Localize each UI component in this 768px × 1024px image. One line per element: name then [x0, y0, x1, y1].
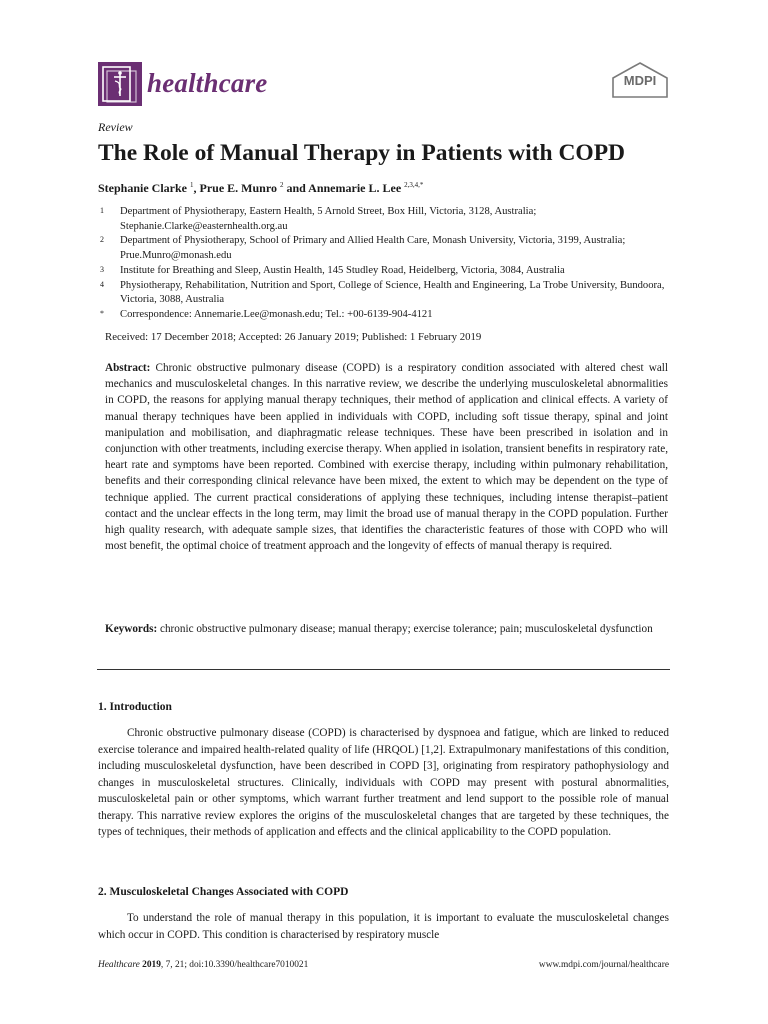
author-name: Stephanie Clarke	[98, 181, 188, 195]
affiliation-item	[98, 264, 670, 279]
publisher-name: MDPI	[623, 73, 657, 88]
abstract-text: Chronic obstructive pulmonary disease (COPD) is a respiratory condition associated with altered chest wall mechanics and musculoskeletal changes. In this narrative review, we describe the underlying musculoskeletal abnormalities in COPD, the reasons for applying manual therapy techniques, their method of application and clinical effects. A variety of manual therapy techniques have been applied in individuals with COPD, including soft tissue therapy, spinal and joint manipulation and mobilisation, and diaphragmatic release techniques. These have been prescribed in isolation and in conjunction with other treatments, including exercise therapy. When applied in isolation, transient benefits in respiratory rate, heart rate and symptoms have been reported. Combined with exercise therapy, including within pulmonary rehabilitation, benefits and their corresponding clinical relevance have been mixed, the extent to which may be dependent on the type of technique applied. The current practical considerations of applying these techniques, including intense therapist–patient contact and the unclear effects in the long term, may limit the broad use of manual therapy in the COPD population. Further high quality research, with adequate sample sizes, that identifies the characteristic features of those with COPD who will most benefit, the optimal choice of treatment approach and the longevity of effects of manual therapy is required.	[105, 362, 669, 553]
footer-url: www.mdpi.com/journal/healthcare	[538, 960, 669, 970]
abstract	[105, 360, 668, 554]
affiliation-item	[98, 205, 670, 234]
divider	[97, 669, 670, 670]
affiliation-item	[98, 279, 670, 308]
section-paragraph: Chronic obstructive pulmonary disease (COPD) is characterised by dyspnoea and fatigue, which are linked to reduced exercise tolerance and impaired health-related quality of life (HRQOL) [1,2]. Extrapulmonary manifestations of this condition, including musculoskeletal dysfunction, have been described in COPD [3], originating from respiratory pathophysiology and changes in musculoskeletal structures. Clinically, individuals with COPD may present with postural abnormalities, musculoskeletal pain or other symptoms, which warrant further treatment and lend support to the possible role of manual therapy. This narrative review explores the origins of the musculoskeletal changes that are targeted by these techniques, the types of techniques, their methods of application and effects and the clinical applicability to the COPD population.	[98, 727, 669, 838]
affiliation-marker: 3	[100, 264, 104, 274]
keywords-label: Keywords:	[105, 623, 158, 635]
author-name: Annemarie L. Lee	[308, 181, 402, 195]
affiliation-text: Institute for Breathing and Sleep, Austin Health, 145 Studley Road, Heidelberg, Victoria, 3084, Australia	[120, 264, 565, 276]
author-separator: and	[283, 181, 309, 195]
section-heading: 1. Introduction	[98, 701, 172, 713]
mdpi-logo-icon	[611, 62, 669, 98]
correspondence-text: Correspondence: Annemarie.Lee@monash.edu; Tel.: +00-6139-904-4121	[120, 308, 433, 320]
author-separator: ,	[193, 181, 200, 195]
footer-doi: , 7, 21; doi:10.3390/healthcare7010021	[160, 960, 309, 970]
healthcare-logo-icon	[98, 62, 142, 106]
author-name: Prue E. Munro	[199, 181, 277, 195]
footer-citation	[98, 960, 308, 970]
abstract-label: Abstract:	[105, 362, 151, 374]
author-affil-sup: 2,3,4,*	[404, 181, 424, 189]
author-affil-sup: 2	[279, 181, 284, 189]
affiliation-text: Physiotherapy, Rehabilitation, Nutrition and Sport, College of Science, Health and Engineering, La Trobe University, Bundoora, Victoria, 3088, Australia	[120, 279, 665, 306]
affiliation-marker: 4	[100, 279, 104, 289]
article-title: The Role of Manual Therapy in Patients with COPD	[98, 140, 626, 166]
affiliation-text: Department of Physiotherapy, Eastern Health, 5 Arnold Street, Box Hill, Victoria, 3128, Australia; Stephanie.Clarke@easternhealth.org.au	[120, 206, 537, 232]
footer-journal: Healthcare	[98, 960, 140, 970]
affiliation-text: Department of Physiotherapy, School of Primary and Allied Health Care, Monash University, Victoria, 3199, Australia; Prue.Munro@monash.edu	[120, 235, 626, 262]
section-heading: 2. Musculoskeletal Changes Associated with COPD	[98, 886, 349, 898]
author-affil-sup: 1	[190, 181, 194, 189]
keywords-text: chronic obstructive pulmonary disease; manual therapy; exercise tolerance; pain; musculoskeletal dysfunction	[160, 623, 653, 635]
affiliation-item	[98, 234, 670, 263]
author-list	[98, 181, 423, 196]
article-type: Review	[98, 120, 133, 134]
affiliation-marker: 2	[100, 235, 104, 245]
affiliation-marker: 1	[100, 206, 104, 215]
affiliations	[98, 205, 670, 323]
keywords	[105, 621, 668, 637]
section-paragraph: To understand the role of manual therapy in this population, it is important to evaluate the musculoskeletal changes which occur in COPD. This condition is characterised by respiratory muscle	[98, 912, 669, 941]
affiliation-marker: *	[100, 308, 104, 318]
journal-name: healthcare	[147, 68, 268, 98]
publication-dates: Received: 17 December 2018; Accepted: 26 January 2019; Published: 1 February 2019	[105, 331, 482, 343]
correspondence-item	[98, 308, 670, 323]
footer-year: 2019	[142, 960, 161, 970]
